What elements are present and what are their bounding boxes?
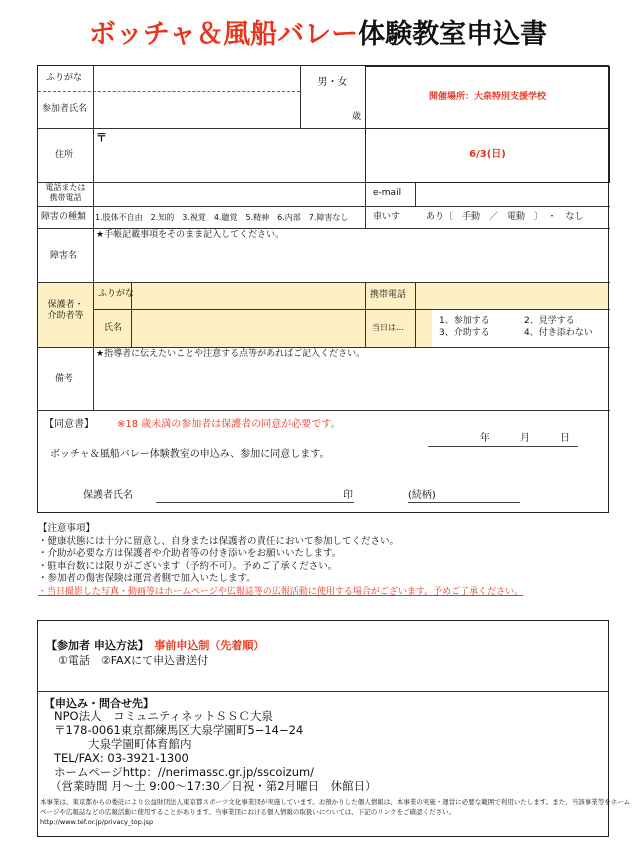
- page-title: [0, 12, 636, 51]
- contact-building: 大泉学園町体育館内: [88, 737, 192, 751]
- on-day-option-4: 4、付き添わない: [524, 328, 593, 338]
- note-item: ・介助が必要な方は保護者や介助者等の付き添いをお願いいたします。: [38, 548, 342, 560]
- consent-date: 年 月 日: [480, 433, 570, 444]
- privacy-text-1: 本事業は、東京都からの委託により公益財団法人東京都スポーツ文化事業団が実施しています。お預かりした個人情報は、本事業の実施・運営に必要な範囲で利用いたします。また、当該事業等をホーム: [40, 798, 631, 806]
- apply-advance: 事前申込制（先着順）: [154, 639, 265, 652]
- disability-options: 1.肢体不自由 2.知的 3.視覚 4.聴覚 5.精神 6.内部 7.障害なし: [95, 213, 349, 222]
- contact-tel: TEL/FAX: 03-3921-1300: [54, 751, 189, 765]
- venue-text: 開催場所：大泉特別支援学校: [428, 92, 546, 102]
- guardian-label: [38, 300, 93, 322]
- consent-text: ボッチャ＆風船バレー体験教室の申込み、参加に同意します。: [50, 449, 330, 460]
- guardian-signature-label: 保護者氏名: [83, 490, 133, 501]
- remarks-note: ★指導者に伝えたいことや注意する点等があればご記入ください。: [96, 349, 366, 359]
- notes-heading: 【注意事項】: [38, 523, 96, 534]
- on-day-option-2: 2、見学する: [524, 316, 575, 326]
- title-event: ボッチャ＆風船バレー: [88, 19, 359, 50]
- remarks-label: 備考: [55, 374, 74, 384]
- contact-hours: （営業時間 月～土 9:00～17:30／日祝・第2月曜日 休館日）: [50, 779, 377, 793]
- contact-web[interactable]: ホームページhttp：//nerimassc.gr.jp/sscoizum/: [54, 765, 315, 779]
- application-form: [37, 65, 609, 513]
- consent-warning: ※18 歳未満の参加者は保護者の同意が必要です。: [117, 419, 341, 430]
- note-item: ・健康状態には十分に留意し、自身または保護者の責任において参加してください。: [38, 535, 400, 547]
- phone-label-line1: 電話または: [45, 183, 86, 192]
- on-day-option-3: 3、介助する: [439, 328, 490, 338]
- apply-heading: 【参加者 申込方法】: [46, 639, 144, 652]
- wheelchair-label: 車いす: [373, 212, 401, 222]
- notes-section: [38, 523, 628, 599]
- guardian-label-line2: 介助者等: [47, 311, 84, 321]
- name-label: 参加者氏名: [42, 104, 88, 114]
- privacy-text-2: ページや広報誌などの広報活動に使用することがあります。当事業団における個人情報の取扱いについては、下記のリンクをご確認ください。: [40, 808, 456, 816]
- guardian-furigana-label: ふりがな: [98, 289, 135, 299]
- apply-method: [46, 639, 264, 652]
- furigana-label: ふりがな: [46, 73, 83, 83]
- note-item: ・駐車台数には限りがございます（予約不可）。予めご了承ください。: [38, 560, 338, 572]
- on-day-option-1: 1、参加する: [439, 316, 490, 326]
- note-item-photo: ・当日撮影した写真・動画等はホームページや広報誌等の広報活動に使用する場合がございます。予めご了承ください。: [38, 586, 524, 597]
- contact-heading: 【申込み・問合せ先】: [44, 697, 154, 710]
- relation-label: (続柄): [408, 490, 436, 501]
- phone-label-line2: 携帯電話: [49, 193, 82, 202]
- event-date: 6/3(日): [469, 149, 506, 160]
- gender-label: 男・女: [317, 77, 348, 88]
- mobile-label: 携帯電話: [370, 290, 407, 300]
- consent-heading: 【同意書】: [44, 419, 94, 430]
- on-day-label: 当日は…: [372, 323, 404, 332]
- seal-mark: 印: [343, 490, 353, 501]
- postal-mark: 〒: [96, 131, 107, 144]
- contact-box: [37, 620, 631, 837]
- guardian-name-label: 氏名: [104, 323, 123, 333]
- phone-label: [38, 183, 93, 203]
- disability-name-label: 障害名: [50, 251, 78, 261]
- age-unit: 歳: [352, 112, 362, 122]
- apply-methods: ①電話 ②FAXにて申込書送付: [58, 654, 209, 667]
- note-item: ・参加者の傷害保険は運営者側で加入いたします。: [38, 573, 256, 585]
- wheelchair-options: あり〔 手動 ／ 電動 〕 ・ なし: [426, 212, 584, 222]
- address-label: 住所: [55, 150, 74, 160]
- title-form: 体験教室申込書: [358, 19, 548, 50]
- contact-org: NPO法人 コミュニティネットＳＳＣ大泉: [54, 709, 273, 723]
- disability-note: ★手帳記載事項をそのまま記入してください。: [96, 230, 285, 240]
- email-label: e-mail: [373, 188, 402, 198]
- privacy-link[interactable]: http://www.tef.or.jp/privacy_top.jsp: [40, 818, 154, 826]
- contact-address: 〒178-0061東京都練馬区大泉学園町5−14−24: [54, 723, 304, 737]
- guardian-label-line1: 保護者・: [47, 300, 84, 310]
- disability-type-label: 障害の種類: [41, 212, 87, 222]
